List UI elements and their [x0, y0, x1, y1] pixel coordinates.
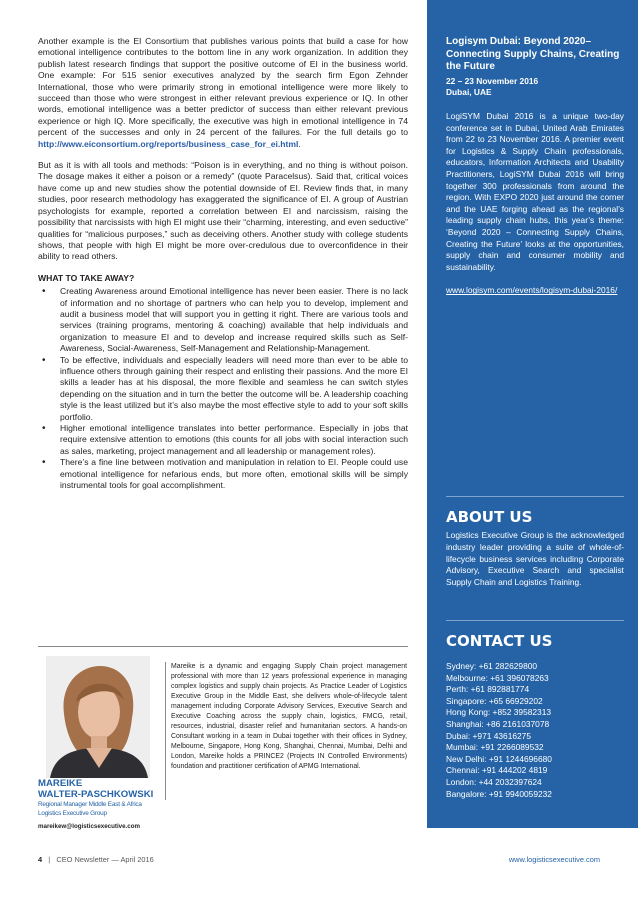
list-item: • Higher emotional intelligence translates into better performance. Especially in jobs that require extensive attention to emotions (this counts for all jobs with social interaction such as sales, marketing, project management and all leadership or management roles).	[60, 423, 408, 457]
footer-separator: |	[48, 855, 51, 864]
contact-divider	[446, 620, 624, 621]
author-bio-text: Mareike is a dynamic and engaging Supply Chain project management professional with more than 12 years professional experience in managing complex logistics and supply chain projects. As Practice Leader of Logistics Executive Group in the Middle East, she delivers whole-of-lifecycle talent management including Corporate Advisory Services, Executive Search and Executive Coaching across the supply chain, logistics, FMCG, retail, resources, industrial, disaster relief and humanitarian sectors. A hands-on Consultant working in a team in Dubai together with their offices in Sydney, Melbourne, Singapore, Hong Kong, Shanghai, Chennai, Mumbai, Delhi and London, Mareike holds a PRINCE2 (Projects IN Controlled Environments) foundation and practitioner certification of APMG International.	[171, 663, 407, 770]
event-block	[446, 36, 624, 297]
list-item: Perth: +61 892881774	[446, 684, 530, 695]
takeaway-list	[38, 286, 408, 491]
event-date: 22 – 23 November 2016	[446, 75, 539, 86]
list-item: Shanghai: +86 2161037078	[446, 718, 550, 729]
list-item: • To be effective, individuals and especially leaders will need more than ever to be able to influence others through gaining their respect and enlisting their passions. And the more EI skills a leader has at his disposal, the more flexible and seamless he can switch styles depending on the situation and in turn the better the outcome will be. A leadership coaching style is the least utilized but it’s also maybe the most effective style to add to your soft skills portfolio.	[60, 355, 408, 423]
author-role: Regional Manager Middle East & Africa	[38, 801, 142, 808]
bio-divider	[38, 646, 408, 647]
paragraph-text: Another example is the EI Consortium that publishes various points that build a case for how emotional intelligence contributes to the bottom line in any work organization. In addition they publish latest research findings that support the positive outcome of EI in the business world. One example: For 515 senior executives analyzed by the search firm Egon Zehnder International, those who were primarily strong in emotional intelligence were more likely to succeed than those who were strongest in either relevant previous experience or IQ. In other words, emotional intelligence was a better predictor of success than either relevant previous experience or high IQ. More specifically, the executive was high in emotional intelligence in 74 percent of the successes and only in 24 percent of the failures. For the full details go to	[38, 36, 408, 138]
paragraph-ei-consortium	[38, 36, 408, 150]
website-link[interactable]: www.logisticsexecutive.com	[508, 855, 600, 864]
bio-vertical-divider	[165, 662, 166, 800]
event-description: LogiSYM Dubai 2016 is a unique two-day conference set in Dubai, United Arab Emirates from 22 to 23 November 2016. A premier event for Logistics & Supply Chain professionals, educators, Information Architects and Usability Practitioners, LogiSYM Dubai 2016 will bring together 300 professionals from around the region. With EXPO 2020 just around the corner and the UAE forging ahead as the regional’s leading supply chain hubs, this year’s theme: ‘Beyond 2020 – Connecting Supply Chains, Creating the Future’ looks at the opportunities, supply chain and consumer mobility and sustainability.	[446, 110, 624, 272]
list-item: • Creating Awareness around Emotional intelligence has never been easier. There is no lack of information and no shortage of partners who can help you to develop, implement and audit a business model that will support you in getting it right. There are various tools and services (training programs, mentoring & coaching) available that help individuals and organization to measure EI and to develop and increase required skills such as Self-Awareness, Social-Awareness, Self-Management and Relationship-Management.	[60, 286, 408, 354]
list-item: Hong Kong: +852 39582313	[446, 707, 552, 718]
list-item: • There’s a fine line between motivation and manipulation in relation to EI. People could use emotional intelligence for nefarious ends, but more often, emotional skills will be simply instrumental tools for goal accomplishment.	[60, 457, 408, 491]
page-number: 4	[38, 855, 43, 864]
author-email[interactable]: mareikew@logisticsexecutive.com	[38, 823, 140, 830]
event-location: Dubai, UAE	[446, 87, 492, 98]
paragraph-poison: But as it is with all tools and methods: “Poison is in everything, and no thing is without poison. The dosage makes it either a poison or a remedy” (quote Paracelsus). Said that, critical voices have come up and new studies show the potential downside of EI. Review finds that, in many studies, poor research methodology has exaggerated the significance of EI. A group of Austrian psychologists for example, reported a correlation between EI and narcissism, raising the possibility that narcissists with high EI might use their “charming, interesting, and even seductive” qualities for “malicious purposes,” such as deceiving others. Another study with college students shows, that people with high EI might be more over-credulous due to overconfidence in their ability to read others.	[38, 160, 408, 262]
list-item: Dubai: +971 43616275	[446, 730, 531, 741]
about-heading: ABOUT US	[446, 508, 533, 526]
event-title: Logisym Dubai: Beyond 2020– Connecting Supply Chains, Creating the Future	[446, 36, 620, 73]
list-item: London: +44 2032397624	[446, 776, 542, 787]
sidebar	[427, 0, 638, 828]
about-divider	[446, 496, 624, 497]
takeaway-heading: WHAT TO TAKE AWAY?	[38, 272, 135, 283]
list-item: Melbourne: +61 396078263	[446, 672, 549, 683]
author-photo	[46, 656, 150, 778]
about-text: Logistics Executive Group is the acknowledged industry leader providing a suite of whole-of-lifecycle business services including Corporate Advisory, Executive Search and specialist Supply Chain and Logistics Training.	[446, 530, 624, 588]
contact-heading: CONTACT US	[446, 632, 553, 650]
eiconsortium-link[interactable]: http://www.eiconsortium.org/reports/business_case_for_ei.html	[38, 138, 299, 149]
author-last-name: WALTER-PASCHKOWSKI	[38, 789, 154, 800]
event-link[interactable]: www.logisym.com/events/logisym-dubai-2016/	[446, 285, 618, 296]
contact-list	[446, 661, 626, 800]
paragraph-end: .	[298, 138, 301, 149]
list-item: Mumbai: +91 2266089532	[446, 742, 544, 753]
page-footer	[38, 855, 600, 867]
publication-name: CEO Newsletter — April 2016	[56, 855, 154, 864]
author-block	[38, 778, 162, 830]
author-company: Logistics Executive Group	[38, 810, 107, 817]
list-item: Bangalore: +91 9940059232	[446, 788, 552, 799]
main-article	[38, 36, 408, 491]
footer-left	[38, 855, 154, 864]
list-item: New Delhi: +91 1244696680	[446, 753, 552, 764]
author-first-name: MAREIKE	[38, 778, 83, 789]
list-item: Sydney: +61 282629800	[446, 661, 538, 671]
list-item: Singapore: +65 66929202	[446, 695, 543, 706]
portrait-image	[46, 656, 150, 778]
list-item: Chennai: +91 444202 4819	[446, 765, 548, 776]
